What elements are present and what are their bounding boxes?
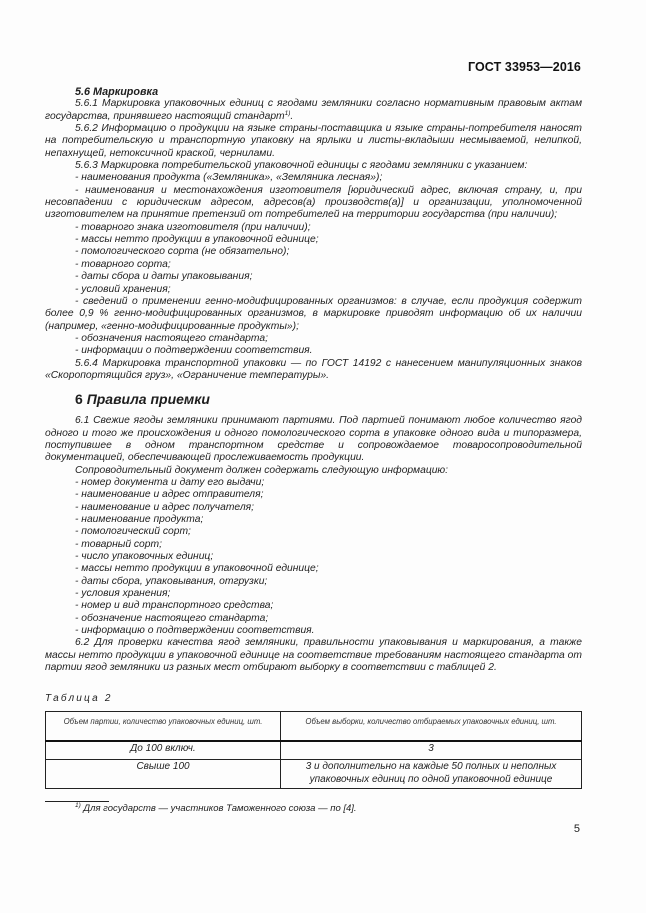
paragraph-5-6-4: 5.6.4 Маркировка транспортной упаковки — по ГОСТ 14192 с нанесением манипуляционных знаков «Скоропортящийся груз», «Ограничение температуры». — [45, 357, 582, 381]
paragraph-5-6-1: 5.6.1 Маркировка упаковочных единиц с ягодами земляники согласно нормативным правовым актам государства, принявшего настоящий стандарт$^{1)}$. — [45, 98, 582, 122]
list-item: - товарный сорт; — [75, 538, 162, 550]
list-item: - массы нетто продукции в упаковочной единице; — [75, 563, 319, 575]
footnote: $^{1)}$ Для государств — участников Таможенного союза — по [4]. — [75, 802, 357, 814]
list-item: - условия хранения; — [75, 588, 171, 600]
table-cell: 3 и дополнительно на каждые 50 полных и неполных упаковочных единиц по одной упаковочной единице — [281, 760, 582, 789]
list-item: - номер и вид транспортного средства; — [75, 600, 274, 612]
document-body — [45, 86, 582, 674]
page-number: 5 — [573, 823, 580, 835]
table-header-row — [46, 712, 582, 742]
table-header-cell: Объем партии, количество упаковочных единиц, шт. — [46, 712, 281, 742]
list-item: - обозначение настоящего стандарта; — [75, 612, 269, 624]
list-item: - наименование и адрес отправителя; — [75, 489, 264, 501]
list-item: - даты сбора, упаковывания, отгрузки; — [75, 575, 268, 587]
table-cell: 3 — [281, 741, 582, 760]
list-item: - условий хранения; — [75, 283, 171, 295]
standard-header: ГОСТ 33953—2016 — [467, 60, 581, 74]
table-header-cell: Объем выборки, количество отбираемых упаковочных единиц, шт. — [281, 712, 582, 742]
list-item: - наименование и адрес получателя; — [75, 501, 254, 513]
list-item: - наименование продукта; — [75, 514, 204, 525]
list-item: - наименования и местонахождения изготовителя [юридический адрес, включая страну, и, при несовпадении с юридическим адресом, адресов(а) производств(а)] и организации, уполномоченной изготовителем на принятие претензий от потребителей на территории государства (при наличии); — [45, 184, 582, 221]
sampling-table — [45, 711, 582, 789]
list-item: - товарного знака изготовителя (при наличии); — [75, 221, 311, 233]
list-item: - даты сбора и даты упаковывания; — [75, 271, 253, 283]
section-6-heading: 6 Правила приемки — [75, 391, 210, 408]
list-item: - помологический сорт; — [75, 526, 191, 538]
paragraph-5-6-2: 5.6.2 Информацию о продукции на языке страны-поставщика и языке страны-потребителя наносят на потребительскую и транспортную упаковку на ярлыки и листы-вкладыши несмываемой, нелипкой, непахнущей, нетоксичной краской, чернилами. — [45, 123, 582, 159]
list-item: - товарного сорта; — [75, 258, 171, 270]
table-cell: Свыше 100 — [46, 760, 281, 789]
list-item: - число упаковочных единиц; — [75, 551, 214, 563]
list-item: - информацию о подтверждении соответствия. — [75, 625, 315, 637]
list-item: - сведений о применении генно-модифицированных организмов: в случае, если продукция содержит более 0,9 % генно-модифицированных организмов, в маркировке приводят информацию об их наличии (например, «генно-модифицированные продукты»); — [45, 295, 582, 332]
section-5-6-heading: 5.6 Маркировка — [75, 86, 159, 98]
doc-intro: Сопроводительный документ должен содержать следующую информацию: — [75, 464, 449, 476]
table-cell: До 100 включ. — [46, 741, 281, 760]
table-row — [46, 741, 582, 760]
table-row — [46, 760, 582, 789]
paragraph-6-1: 6.1 Свежие ягоды земляники принимают партиями. Под партией понимают любое количество ягод одного и того же происхождения и одного помологического сорта в упаковке одного вида и типоразмера, поступившее в одном транспортном средстве и сопровождаемое товаросопроводительной документацией, обеспечивающей прослеживаемость продукции. — [45, 415, 582, 464]
list-item: - номер документа и дату его выдачи; — [75, 476, 265, 488]
list-item: - массы нетто продукции в упаковочной единице; — [75, 234, 319, 246]
paragraph-5-6-3: 5.6.3 Маркировка потребительской упаковочной единицы с ягодами земляники с указанием: — [75, 160, 528, 172]
list-item: - информации о подтверждении соответствия. — [75, 345, 313, 357]
table-caption: Таблица 2 — [45, 693, 113, 704]
list-item: - помологического сорта (не обязательно); — [75, 246, 290, 258]
paragraph-6-2: 6.2 Для проверки качества ягод земляники, правильности упаковывания и маркирования, а также массы нетто продукции в упаковочной единице на соответствие требованиям настоящего стандарта от партии ягод земляники из разных мест отбирают выборку в соответствии с таблицей 2. — [45, 637, 582, 674]
list-item: - обозначения настоящего стандарта; — [75, 332, 268, 344]
list-item: - наименования продукта («Земляника», «Земляника лесная»); — [75, 172, 383, 184]
footnote-ref: 1) — [284, 109, 291, 117]
